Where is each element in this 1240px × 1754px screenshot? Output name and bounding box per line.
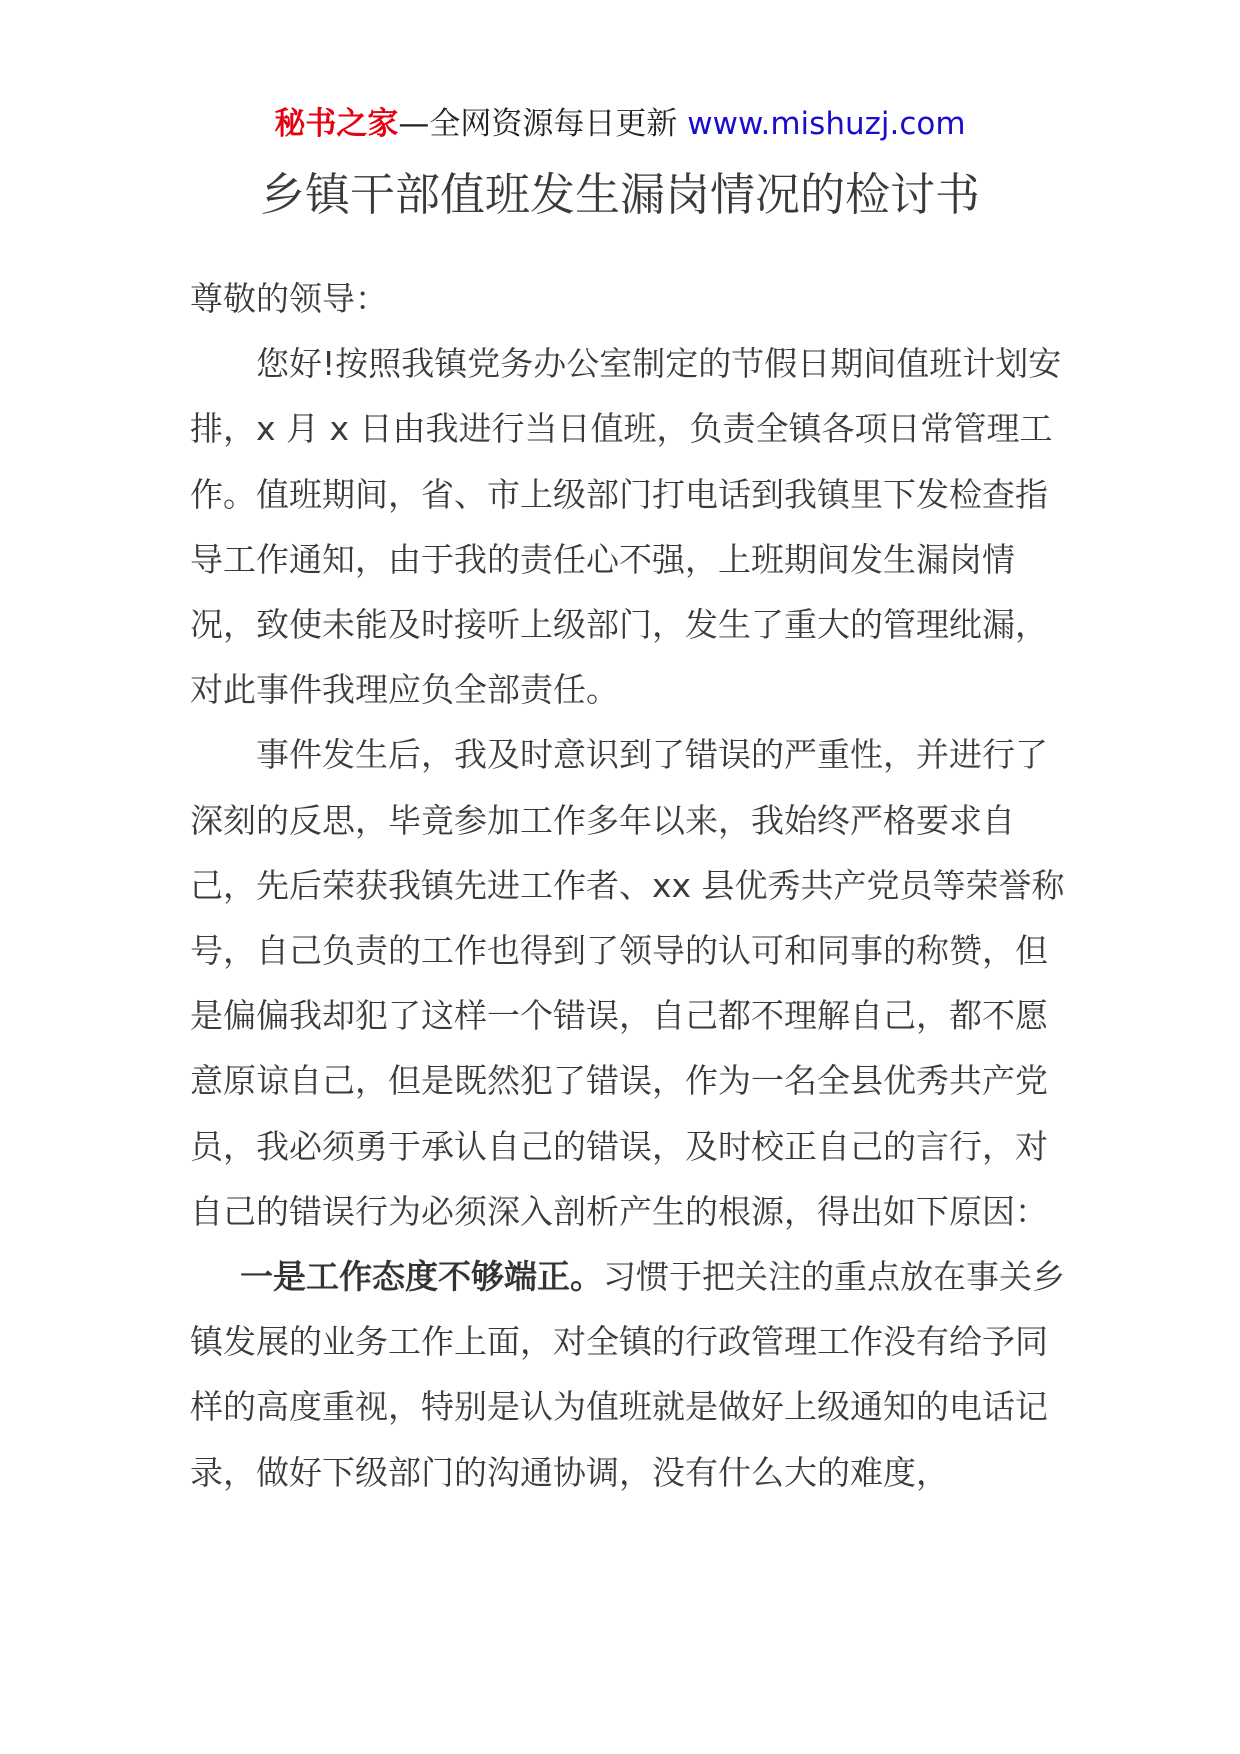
paragraph-point-1 [190, 1244, 1070, 1505]
point-1-lead: 一是工作态度不够端正。 [240, 1257, 603, 1297]
site-header [0, 104, 1240, 144]
brand-name: 秘书之家 [274, 106, 399, 142]
salutation: 尊敬的领导： [190, 279, 388, 318]
document-title: 乡镇干部值班发生漏岗情况的检讨书 [259, 168, 980, 221]
document-body [190, 266, 1070, 1505]
site-link[interactable]: www.mishuzj.com [687, 106, 966, 142]
paragraph-greeting: 您好!按照我镇党务办公室制定的节假日期间值班计划安排，x 月 x 日由我进行当日值班，负责全镇各项日常管理工作。值班期间，省、市上级部门打电话到我镇里下发检查指导工作通知，由于我的责任心不强，上班期间发生漏岗情况，致使未能及时接听上级部门，发生了重大的管理纰漏，对此事件我理应负全部责任。 [190, 344, 1062, 710]
paragraph-reflection: 事件发生后，我及时意识到了错误的严重性，并进行了深刻的反思，毕竟参加工作多年以来，我始终严格要求自己，先后荣获我镇先进工作者、xx 县优秀共产党员等荣誉称号，自己负责的工作也得到了领导的认可和同事的称赞，但是偏偏我却犯了这样一个错误，自己都不理解自己，都不愿意原谅自己，但是既然犯了错误，作为一名全县优秀共产党员，我必须勇于承认自己的错误，及时校正自己的言行，对自己的错误行为必须深入剖析产生的根源，得出如下原因： [190, 735, 1065, 1231]
header-tagline: —全网资源每日更新 [398, 106, 688, 142]
point-1-text: 习惯于把关注的重点放在事关乡镇发展的业务工作上面，对全镇的行政管理工作没有给予同样的高度重视，特别是认为值班就是做好上级通知的电话记录，做好下级部门的沟通协调，没有什么大的难度， [190, 1257, 1065, 1492]
